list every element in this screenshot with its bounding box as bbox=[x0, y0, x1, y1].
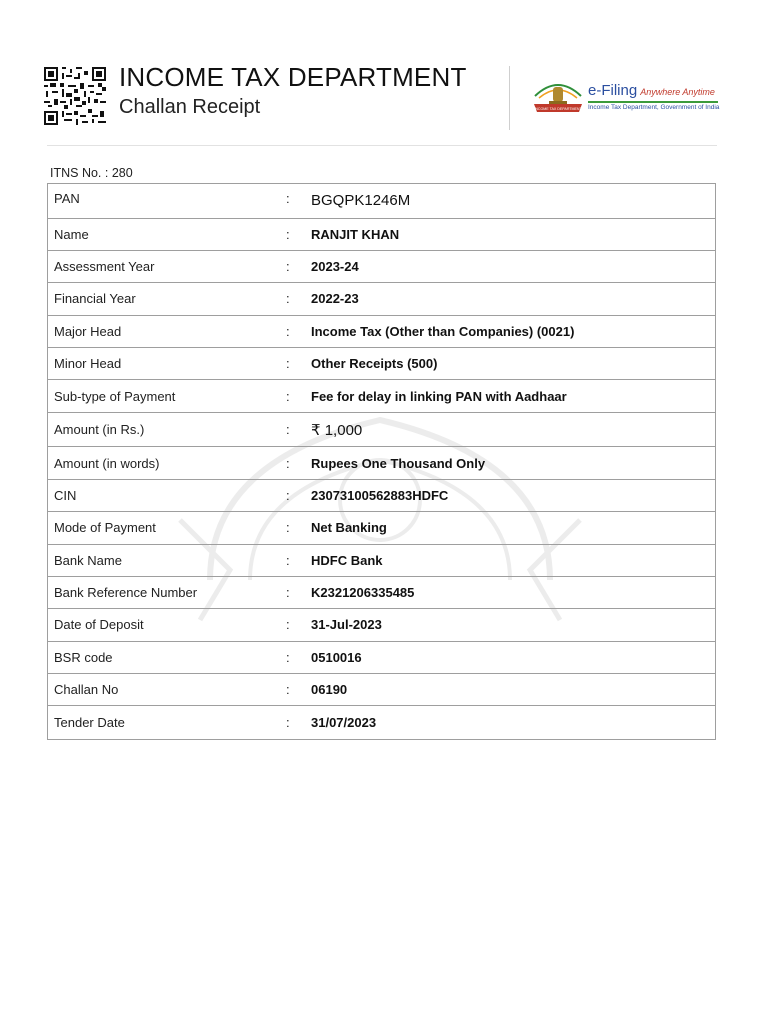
field-label: PAN bbox=[54, 191, 80, 206]
field-value: Rupees One Thousand Only bbox=[311, 455, 486, 471]
header-rule bbox=[47, 145, 717, 146]
field-label: BSR code bbox=[54, 649, 113, 665]
row-mode-of-payment bbox=[48, 512, 715, 544]
field-separator: : bbox=[286, 356, 290, 372]
field-separator: : bbox=[286, 191, 290, 206]
field-value: RANJIT KHAN bbox=[311, 226, 400, 242]
field-value: 06190 bbox=[311, 682, 348, 698]
field-value: 31-Jul-2023 bbox=[311, 617, 382, 633]
row-challan-no bbox=[48, 674, 715, 706]
field-value: HDFC Bank bbox=[311, 552, 383, 568]
field-label: Mode of Payment bbox=[54, 520, 156, 536]
page-title: INCOME TAX DEPARTMENT bbox=[119, 62, 467, 92]
row-name bbox=[48, 219, 715, 251]
field-label: CIN bbox=[54, 487, 77, 503]
field-value: BGQPK1246M bbox=[311, 192, 411, 210]
field-label: Amount (in words) bbox=[54, 455, 160, 471]
field-value: 23073100562883HDFC bbox=[311, 487, 449, 503]
row-sub-type-of-payment bbox=[48, 380, 715, 412]
row-minor-head bbox=[48, 348, 715, 380]
field-label: Tender Date bbox=[54, 715, 125, 731]
qr-code bbox=[44, 67, 106, 125]
row-bank-name bbox=[48, 545, 715, 577]
logo-underline bbox=[588, 101, 718, 103]
emblem-banner-text: INCOME TAX DEPARTMENT bbox=[534, 107, 582, 111]
efiling-wordmark: e-Filing bbox=[588, 82, 638, 99]
field-label: Minor Head bbox=[54, 356, 122, 372]
field-value: 0510016 bbox=[311, 649, 362, 665]
row-cin bbox=[48, 480, 715, 512]
field-separator: : bbox=[286, 323, 290, 339]
receipt-header bbox=[0, 0, 768, 146]
field-value: 2023-24 bbox=[311, 259, 359, 275]
field-value: Income Tax (Other than Companies) (0021) bbox=[311, 323, 575, 339]
field-label: Financial Year bbox=[54, 291, 136, 307]
field-separator: : bbox=[286, 388, 290, 404]
row-date-of-deposit bbox=[48, 609, 715, 641]
field-separator: : bbox=[286, 487, 290, 503]
field-label: Bank Name bbox=[54, 552, 122, 568]
challan-details-table bbox=[47, 183, 716, 740]
field-value: K2321206335485 bbox=[311, 585, 415, 601]
itns-number: ITNS No. : 280 bbox=[50, 166, 133, 180]
row-major-head bbox=[48, 316, 715, 348]
field-value: 2022-23 bbox=[311, 291, 359, 307]
field-separator: : bbox=[286, 259, 290, 275]
field-label: Challan No bbox=[54, 682, 119, 698]
field-label: Assessment Year bbox=[54, 259, 155, 275]
row-amount bbox=[48, 447, 715, 479]
field-separator: : bbox=[286, 682, 290, 698]
field-separator: : bbox=[286, 649, 290, 665]
row-bank-reference-number bbox=[48, 577, 715, 609]
field-separator: : bbox=[286, 520, 290, 536]
field-label: Amount (in Rs.) bbox=[54, 422, 145, 438]
field-value: ₹ 1,000 bbox=[311, 421, 363, 439]
field-separator: : bbox=[286, 552, 290, 568]
field-value: Fee for delay in linking PAN with Aadhaar bbox=[311, 388, 567, 404]
row-assessment-year bbox=[48, 251, 715, 283]
row-financial-year bbox=[48, 283, 715, 315]
page-subtitle: Challan Receipt bbox=[119, 96, 261, 118]
field-separator: : bbox=[286, 715, 290, 731]
efiling-logo bbox=[531, 78, 721, 118]
field-separator: : bbox=[286, 585, 290, 601]
efiling-tagline: Anywhere Anytime bbox=[640, 87, 715, 97]
field-label: Bank Reference Number bbox=[54, 585, 198, 601]
field-label: Major Head bbox=[54, 323, 122, 339]
field-separator: : bbox=[286, 455, 290, 471]
emblem-icon bbox=[531, 78, 585, 118]
field-label: Name bbox=[54, 226, 89, 242]
field-separator: : bbox=[286, 617, 290, 633]
field-separator: : bbox=[286, 226, 290, 242]
efiling-department: Income Tax Department, Government of India bbox=[588, 104, 720, 111]
field-label: Date of Deposit bbox=[54, 617, 144, 633]
field-value: Net Banking bbox=[311, 520, 387, 536]
field-separator: : bbox=[286, 291, 290, 307]
header-divider bbox=[509, 66, 510, 130]
field-label: Sub-type of Payment bbox=[54, 388, 176, 404]
field-value: Other Receipts (500) bbox=[311, 356, 438, 372]
row-tender-date bbox=[48, 706, 715, 738]
field-value: 31/07/2023 bbox=[311, 715, 377, 731]
row-pan bbox=[48, 184, 715, 219]
field-separator: : bbox=[286, 422, 290, 438]
row-amount bbox=[48, 413, 715, 448]
row-bsr-code bbox=[48, 642, 715, 674]
